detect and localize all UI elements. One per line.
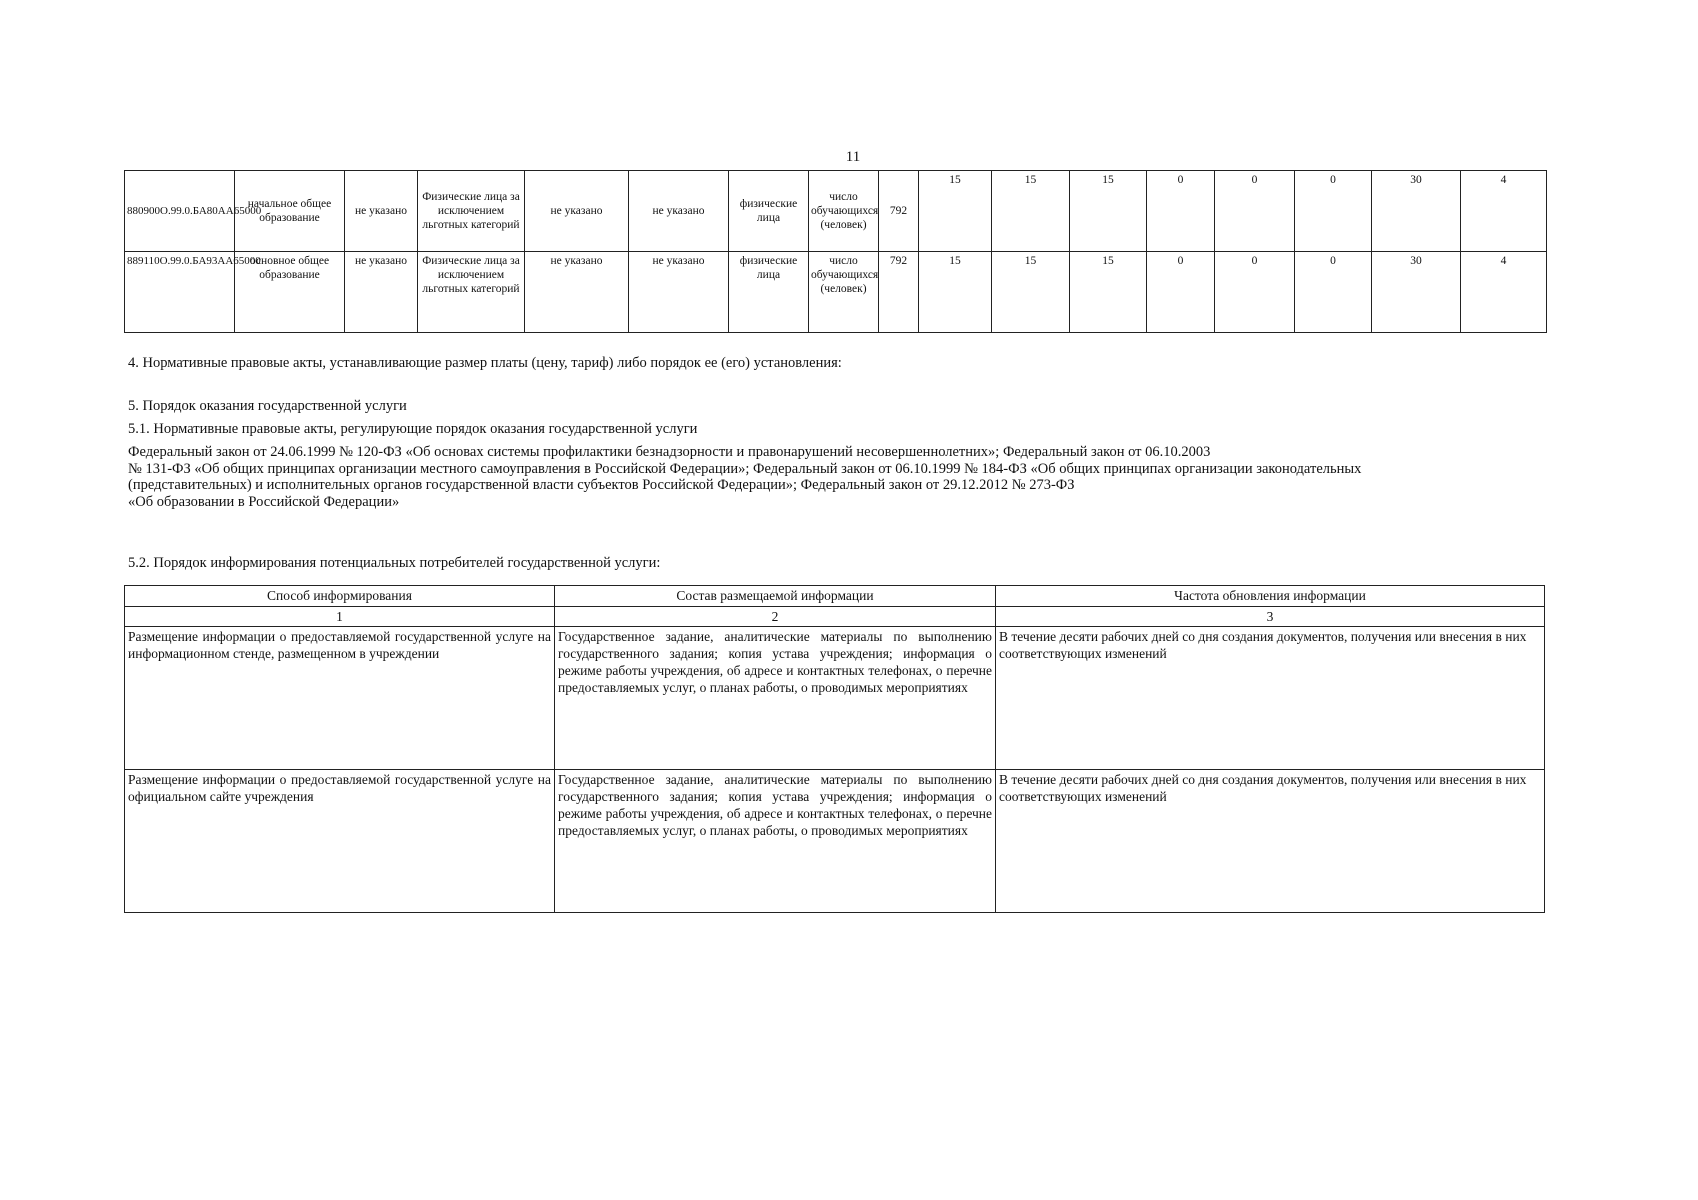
table-row xyxy=(125,171,1547,252)
column-number: 3 xyxy=(996,607,1545,627)
informing-content: Государственное задание, аналитические материалы по выполнению государственного задания; копия устава учреждения; информация о режиме работы учреждения, об адресе и контактных телефонах, о перечне предоставляемых услуг, о планах работы, о проводимых мероприятиях xyxy=(555,627,996,770)
update-frequency: В течение десяти рабочих дней со дня создания документов, получения или внесения в них соответствующих изменений xyxy=(996,627,1545,770)
value-cell: 4 xyxy=(1461,252,1547,333)
value-cell: 0 xyxy=(1147,171,1215,252)
section-5-heading: 5. Порядок оказания государственной услуги xyxy=(128,398,407,414)
value-cell: 15 xyxy=(992,171,1070,252)
value-cell: 15 xyxy=(919,171,992,252)
okei-code: 792 xyxy=(879,171,919,252)
consumer-category: Физические лица за исключением льготных категорий xyxy=(418,252,525,333)
column-number-row xyxy=(125,607,1545,627)
consumer-category: Физические лица за исключением льготных категорий xyxy=(418,171,525,252)
service-indicators-table xyxy=(124,170,1547,333)
column-number: 2 xyxy=(555,607,996,627)
header-content: Состав размещаемой информации xyxy=(555,586,996,607)
value-cell: 15 xyxy=(1070,252,1147,333)
okei-code: 792 xyxy=(879,252,919,333)
service-form: физические лица xyxy=(729,171,809,252)
page-number: 11 xyxy=(845,149,861,165)
informing-table xyxy=(124,585,1545,913)
column-number: 1 xyxy=(125,607,555,627)
header-method: Способ информирования xyxy=(125,586,555,607)
table-row xyxy=(125,770,1545,913)
value-cell: 0 xyxy=(1295,171,1372,252)
value-cell: 15 xyxy=(1070,171,1147,252)
service-code: 889110О.99.0.БА93АА65000 xyxy=(125,252,235,333)
cell-unspecified: не указано xyxy=(345,252,418,333)
service-form: физические лица xyxy=(729,252,809,333)
table-row xyxy=(125,627,1545,770)
cell-unspecified: не указано xyxy=(345,171,418,252)
section-5-2-heading: 5.2. Порядок информирования потенциальных потребителей государственной услуги: xyxy=(128,555,661,571)
value-cell: 15 xyxy=(992,252,1070,333)
value-cell: 0 xyxy=(1215,171,1295,252)
value-cell: 4 xyxy=(1461,171,1547,252)
informing-method: Размещение информации о предоставляемой государственной услуге на информационном стенде, размещенном в учреждении xyxy=(125,627,555,770)
value-cell: 15 xyxy=(919,252,992,333)
value-cell: 0 xyxy=(1215,252,1295,333)
value-cell: 0 xyxy=(1147,252,1215,333)
section-4-heading: 4. Нормативные правовые акты, устанавливающие размер платы (цену, тариф) либо порядок ее (его) установления: xyxy=(128,355,842,371)
informing-content: Государственное задание, аналитические материалы по выполнению государственного задания; копия устава учреждения; информация о режиме работы учреждения, об адресе и контактных телефонах, о перечне предоставляемых услуг, о планах работы, о проводимых мероприятиях xyxy=(555,770,996,913)
section-5-1-heading: 5.1. Нормативные правовые акты, регулирующие порядок оказания государственной услуги xyxy=(128,421,698,437)
value-cell: 30 xyxy=(1372,171,1461,252)
table-header-row xyxy=(125,586,1545,607)
table-row xyxy=(125,252,1547,333)
cell-unspecified: не указано xyxy=(525,171,629,252)
update-frequency: В течение десяти рабочих дней со дня создания документов, получения или внесения в них соответствующих изменений xyxy=(996,770,1545,913)
legal-acts-text: Федеральный закон от 24.06.1999 № 120-ФЗ «Об основах системы профилактики безнадзорности и правонарушений несовершеннолетних»; Федеральный закон от 06.10.2003 № 131-ФЗ «Об общих принципах организации местного самоуправления в Российской Федерации»; Федеральный закон от 06.10.1999 № 184-ФЗ «Об общих принципах организации законодательных (представительных) и исполнительных органов государственной власти субъектов Российской Федерации»; Федеральный закон от 29.12.2012 № 273-ФЗ «Об образовании в Российской Федерации» xyxy=(128,444,1362,510)
education-level: основное общее образование xyxy=(235,252,345,333)
value-cell: 30 xyxy=(1372,252,1461,333)
cell-unspecified: не указано xyxy=(629,171,729,252)
indicator-name: число обучающихся (человек) xyxy=(809,252,879,333)
indicator-name: число обучающихся (человек) xyxy=(809,171,879,252)
cell-unspecified: не указано xyxy=(525,252,629,333)
value-cell: 0 xyxy=(1295,252,1372,333)
header-frequency: Частота обновления информации xyxy=(996,586,1545,607)
informing-method: Размещение информации о предоставляемой государственной услуге на официальном сайте учреждения xyxy=(125,770,555,913)
cell-unspecified: не указано xyxy=(629,252,729,333)
education-level: начальное общее образование xyxy=(235,171,345,252)
service-code: 880900О.99.0.БА80АА65000 xyxy=(125,171,235,252)
